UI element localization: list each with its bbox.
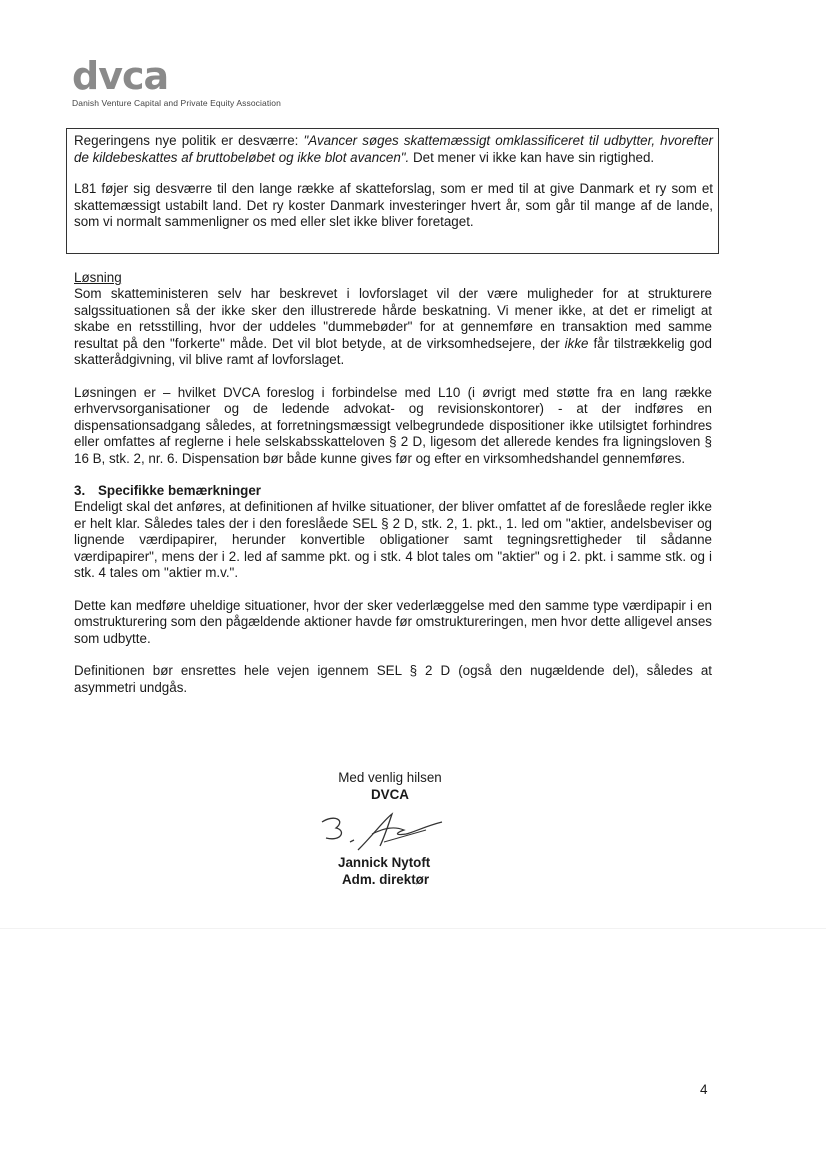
box-p1-text-end: Det mener vi ikke kan have sin rigtighed.: [409, 149, 655, 165]
section-3-paragraph-1: Endeligt skal det anføres, at definitionen af hvilke situationer, der bliver omfattet af de foreslåede regler ikke er helt klar. Således tales der i den foreslåede SEL § 2 D, stk. 2, 1. pkt., 1. led om "aktier, andelsbeviser og lignende værdipapirer, herunder konvertible obligationer samt tegningsrettigheder til sådanne værdipapirer", mens der i 2. led af samme pkt. og i stk. 4 blot tales om "aktier" og i 2. pkt. i samme stk. og i stk. 4 tales om "aktier m.v.".: [74, 499, 712, 580]
box-p1-quote: "Avancer søges skattemæssigt omklassificeret til udbytter, hvorefter de kildebeskattes af bruttobeløbet og ikke blot avancen".: [74, 133, 714, 165]
greeting: Med venlig hilsen: [338, 770, 442, 785]
main-content: [74, 270, 712, 712]
highlighted-box: [66, 128, 719, 254]
signatory-title: Adm. direktør: [342, 871, 430, 887]
solution-p1-emphasis: ikke: [564, 335, 589, 351]
solution-heading: Løsning: [74, 270, 122, 285]
solution-paragraph-2: Løsningen er – hvilket DVCA foreslog i forbindelse med L10 (i øvrigt med støtte fra en lang række erhvervsorganisationer og de ledende advokat- og revisionskontorer) - at der indføres en dispensationsadgang således, at forretningsmæssigt velbegrundede dispositioner ikke utilsigtet forhindres eller omfattes af reglerne i hele selskabsskatteloven § 2 D, ligesom det allerede kendes fra ligningsloven § 16 B, stk. 2, nr. 6. Dispensation bør både kunne gives før og efter en virksomhedshandel gennemføres.: [74, 384, 712, 466]
box-p1-text: Regeringens nye politik er desværre:: [74, 133, 304, 148]
dvca-logo: [72, 56, 281, 108]
box-paragraph-2: L81 føjer sig desværre til den lange række af skatteforslag, som er med til at give Danmark et ry som et skattemæssigt ustabilt land. Det ry koster Danmark investeringer hvert år, som går til mange af de lande, som vi normalt sammenligner os med eller slet ikke bliver foretaget.: [74, 181, 713, 229]
section-3-title: Specifikke bemærkninger: [98, 483, 261, 498]
sign-org: DVCA: [371, 786, 409, 802]
page-divider: [0, 928, 826, 929]
box-paragraph-1: [74, 133, 713, 166]
solution-paragraph-1: [74, 286, 712, 369]
solution-p1-text: Som skatteministeren selv har beskrevet i lovforslaget vil der være muligheder for at strukturere salgssituationen så der ikke sker den illustrerede hårde beskatning. Vi mener ikke, at det er rimeligt at skabe en retsstilling, hvor der uddeles "dummebøder" for at gennemføre en transaktion med samme resultat på den "forkerte" måde. Det vil blot betyde, at de virksomhedsejere, der: [74, 286, 712, 351]
section-3-paragraph-3: Definitionen bør ensrettes hele vejen igennem SEL § 2 D (også den nugældende del), således at asymmetri undgås.: [74, 663, 712, 695]
sign-off: [300, 770, 480, 803]
solution-p1-text-end: får tilstrækkelig god skatterådgivning, vil blive ramt af lovforslaget.: [74, 335, 712, 367]
section-3-number: 3.: [74, 483, 86, 498]
signatory-name: Jannick Nytoft: [338, 855, 431, 870]
section-3-heading: [74, 483, 712, 499]
section-3-paragraph-2: Dette kan medføre uheldige situationer, hvor der sker vederlæggelse med den samme type værdipapir i en omstrukturering som den pågældende aktioner havde før omstruktureringen, men hvor dette alligevel anses som udbytte.: [74, 597, 712, 646]
logo-wordmark: dvca: [72, 54, 169, 98]
logo-subtitle: Danish Venture Capital and Private Equity Association: [72, 98, 281, 108]
signatory: [338, 855, 430, 888]
page-number: 4: [700, 1082, 708, 1097]
